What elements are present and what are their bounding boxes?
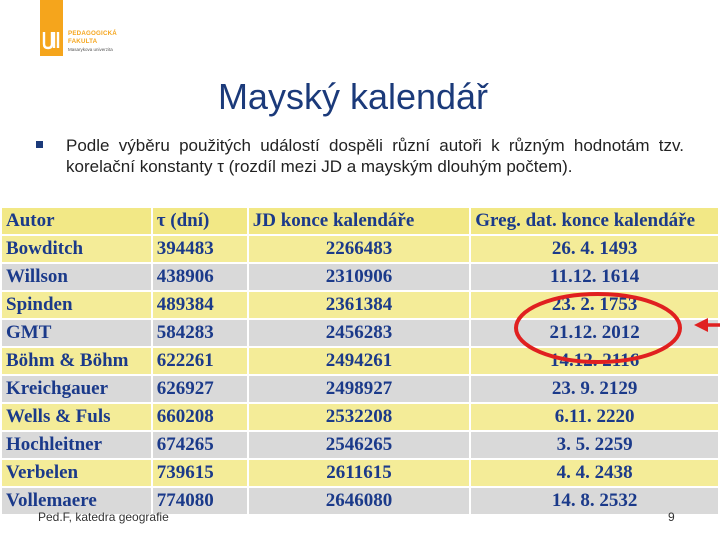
correlation-table bbox=[0, 206, 720, 511]
cell-author: Böhm & Böhm bbox=[1, 347, 152, 375]
cell-jd: 2498927 bbox=[248, 375, 471, 403]
header-greg-date: Greg. dat. konce kalendáře bbox=[470, 207, 719, 235]
table-row bbox=[1, 375, 719, 403]
cell-greg-date: 14. 8. 2532 bbox=[470, 487, 719, 515]
cell-jd: 2456283 bbox=[248, 319, 471, 347]
logo-text-line2: FAKULTA bbox=[68, 38, 98, 45]
table-row bbox=[1, 431, 719, 459]
cell-greg-date: 21.12. 2012 bbox=[470, 319, 719, 347]
cell-greg-date: 23. 9. 2129 bbox=[470, 375, 719, 403]
cell-author: Spinden bbox=[1, 291, 152, 319]
cell-jd: 2266483 bbox=[248, 235, 471, 263]
page-number: 9 bbox=[668, 510, 675, 524]
cell-tau: 660208 bbox=[152, 403, 248, 431]
cell-author: GMT bbox=[1, 319, 152, 347]
cell-tau: 394483 bbox=[152, 235, 248, 263]
cell-author: Willson bbox=[1, 263, 152, 291]
cell-greg-date: 14.12. 2116 bbox=[470, 347, 719, 375]
table-row bbox=[1, 347, 719, 375]
cell-author: Verbelen bbox=[1, 459, 152, 487]
cell-greg-date: 3. 5. 2259 bbox=[470, 431, 719, 459]
footer-department: Ped.F, katedra geografie bbox=[38, 510, 169, 524]
cell-tau: 438906 bbox=[152, 263, 248, 291]
table-row bbox=[1, 403, 719, 431]
cell-jd: 2494261 bbox=[248, 347, 471, 375]
cell-jd: 2611615 bbox=[248, 459, 471, 487]
cell-tau: 774080 bbox=[152, 487, 248, 515]
bullet-point bbox=[36, 135, 684, 177]
mu-logo-icon bbox=[42, 30, 61, 50]
cell-greg-date: 4. 4. 2438 bbox=[470, 459, 719, 487]
cell-greg-date: 23. 2. 1753 bbox=[470, 291, 719, 319]
cell-jd: 2546265 bbox=[248, 431, 471, 459]
square-bullet-icon bbox=[36, 141, 43, 148]
logo-text-line1: PEDAGOGICKÁ bbox=[68, 30, 117, 37]
table-row bbox=[1, 291, 719, 319]
cell-author: Kreichgauer bbox=[1, 375, 152, 403]
cell-tau: 626927 bbox=[152, 375, 248, 403]
cell-tau: 584283 bbox=[152, 319, 248, 347]
cell-greg-date: 11.12. 1614 bbox=[470, 263, 719, 291]
header-jd: JD konce kalendáře bbox=[248, 207, 471, 235]
cell-jd: 2532208 bbox=[248, 403, 471, 431]
cell-greg-date: 26. 4. 1493 bbox=[470, 235, 719, 263]
cell-author: Wells & Fuls bbox=[1, 403, 152, 431]
table-row-highlighted bbox=[1, 319, 719, 347]
table-row bbox=[1, 235, 719, 263]
cell-tau: 739615 bbox=[152, 459, 248, 487]
table-row bbox=[1, 459, 719, 487]
cell-greg-date: 6.11. 2220 bbox=[470, 403, 719, 431]
header-tau: τ (dní) bbox=[152, 207, 248, 235]
cell-jd: 2361384 bbox=[248, 291, 471, 319]
cell-jd: 2310906 bbox=[248, 263, 471, 291]
cell-author: Vollemaere bbox=[1, 487, 152, 515]
cell-jd: 2646080 bbox=[248, 487, 471, 515]
cell-tau: 622261 bbox=[152, 347, 248, 375]
header-author: Autor bbox=[1, 207, 152, 235]
cell-tau: 674265 bbox=[152, 431, 248, 459]
cell-author: Bowditch bbox=[1, 235, 152, 263]
table-header-row bbox=[1, 207, 719, 235]
table-row bbox=[1, 263, 719, 291]
slide-title: Mayský kalendář bbox=[217, 76, 489, 117]
faculty-logo bbox=[40, 0, 160, 62]
cell-tau: 489384 bbox=[152, 291, 248, 319]
bullet-text: Podle výběru použitých událostí dospěli různí autoři k různým hodnotám tzv. korelační konstanty τ (rozdíl mezi JD a mayským dlouhým počtem). bbox=[66, 136, 684, 176]
logo-text-line3: Masarykova univerzita bbox=[68, 47, 113, 52]
cell-author: Hochleitner bbox=[1, 431, 152, 459]
